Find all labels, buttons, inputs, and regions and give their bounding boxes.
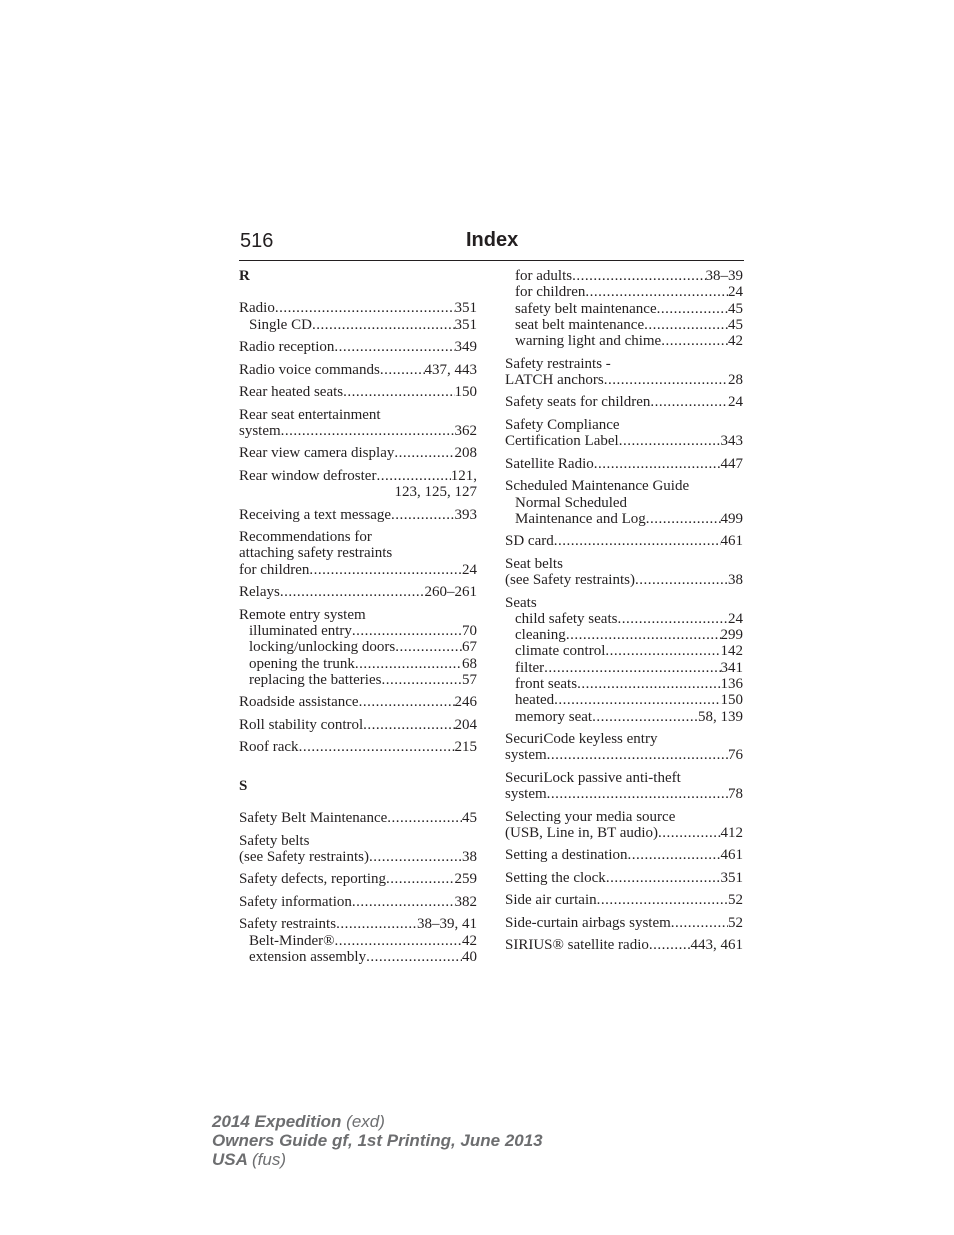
entry-term: Rear heated seats bbox=[239, 384, 344, 401]
entry-page: 38 bbox=[462, 848, 477, 865]
subentry-term: opening the trunk bbox=[249, 655, 355, 672]
footer-market: USA bbox=[212, 1150, 248, 1169]
index-entry-seat-belts bbox=[505, 556, 743, 589]
entry-term: Safety seats for children bbox=[505, 394, 651, 411]
entry-term: Seats bbox=[505, 594, 537, 611]
subentry-page: 45 bbox=[728, 316, 743, 333]
entry-page: 45 bbox=[462, 810, 477, 827]
index-entry-radio-reception bbox=[239, 339, 477, 355]
entry-term: Setting the clock bbox=[505, 869, 606, 886]
subentry-page: 24 bbox=[728, 284, 743, 301]
index-entry-safety-belt-maintenance bbox=[239, 810, 477, 826]
entry-term-cont: system bbox=[505, 786, 547, 803]
entry-term: Rear window defroster bbox=[239, 467, 377, 484]
index-entry-radio-voice-commands bbox=[239, 362, 477, 378]
entry-term: SD card bbox=[505, 533, 554, 550]
entry-term: SecuriCode keyless entry bbox=[505, 731, 658, 748]
subentry-term: heated bbox=[515, 692, 555, 709]
index-entry-rear-view-camera bbox=[239, 445, 477, 461]
entry-page: 443, 461 bbox=[690, 937, 743, 954]
entry-term: Selecting your media source bbox=[505, 808, 676, 825]
entry-page: 76 bbox=[728, 747, 743, 764]
index-entry-rear-window-defroster bbox=[239, 468, 477, 501]
entry-term: Safety restraints bbox=[239, 916, 337, 933]
entry-term: Remote entry system bbox=[239, 606, 366, 623]
index-column-right bbox=[505, 268, 743, 960]
section-letter-r: R bbox=[239, 268, 250, 284]
entry-page: 150 bbox=[454, 384, 477, 401]
index-entry-securilock bbox=[505, 770, 743, 803]
subentry-term: climate control bbox=[515, 643, 606, 660]
entry-term: Safety information bbox=[239, 893, 352, 910]
subentry-page: 42 bbox=[728, 333, 743, 350]
entry-term-cont: for children bbox=[239, 561, 310, 578]
entry-page: 260–261 bbox=[424, 584, 477, 601]
index-entry-latch-anchors bbox=[505, 356, 743, 389]
entry-page: 349 bbox=[454, 339, 477, 356]
entry-page: 461 bbox=[720, 533, 743, 550]
entry-term: Side air curtain bbox=[505, 892, 597, 909]
index-entry-roof-rack bbox=[239, 739, 477, 755]
index-entry-satellite-radio bbox=[505, 456, 743, 472]
subentry-page: 67 bbox=[462, 639, 477, 656]
entry-term: Safety restraints - bbox=[505, 355, 611, 372]
index-entry-rear-heated-seats bbox=[239, 384, 477, 400]
subentry-term: replacing the batteries bbox=[249, 671, 382, 688]
subentry-term: safety belt maintenance bbox=[515, 300, 657, 317]
subentry-page: 499 bbox=[720, 510, 743, 527]
footer-market-code: (fus) bbox=[252, 1150, 286, 1169]
index-entry-safety-defects bbox=[239, 871, 477, 887]
entry-page: 52 bbox=[728, 914, 743, 931]
index-entry-securicode bbox=[505, 731, 743, 764]
entry-term-cont: system bbox=[505, 747, 547, 764]
entry-page: 343 bbox=[720, 433, 743, 450]
subentry-page: 45 bbox=[728, 300, 743, 317]
entry-page: 382 bbox=[454, 893, 477, 910]
subentry-term: for adults bbox=[515, 268, 573, 284]
subentry-page: 38–39 bbox=[705, 268, 743, 284]
subentry-term: illuminated entry bbox=[249, 622, 352, 639]
index-entry-roll-stability bbox=[239, 717, 477, 733]
entry-page: 362 bbox=[454, 422, 477, 439]
index-entry-safety-compliance bbox=[505, 417, 743, 450]
entry-page: 447 bbox=[720, 455, 743, 472]
index-entry-roadside bbox=[239, 694, 477, 710]
index-entry-remote-entry bbox=[239, 607, 477, 688]
entry-page: 121, bbox=[450, 467, 477, 484]
subentry-term: warning light and chime bbox=[515, 333, 662, 350]
index-entry-radio bbox=[239, 300, 477, 333]
entry-term: Recommendations for bbox=[239, 529, 372, 546]
entry-term: Radio voice commands bbox=[239, 361, 380, 378]
index-entry-media-source bbox=[505, 809, 743, 842]
entry-page: 437, 443 bbox=[424, 361, 477, 378]
subentry-page: 42 bbox=[462, 932, 477, 949]
page-footer bbox=[212, 1112, 543, 1169]
entry-term: Safety Belt Maintenance bbox=[239, 810, 388, 827]
entry-term: Side-curtain airbags system bbox=[505, 914, 671, 931]
entry-term: Radio bbox=[239, 300, 275, 317]
entry-term: SecuriLock passive anti-theft bbox=[505, 769, 681, 786]
subentry-page: 57 bbox=[462, 671, 477, 688]
subentry-page: 40 bbox=[462, 948, 477, 965]
entry-term: Radio reception bbox=[239, 339, 335, 356]
entry-page: 78 bbox=[728, 786, 743, 803]
entry-page: 461 bbox=[720, 847, 743, 864]
entry-page: 246 bbox=[454, 694, 477, 711]
subentry-term: seat belt maintenance bbox=[515, 316, 645, 333]
entry-term-cont: (USB, Line in, BT audio) bbox=[505, 824, 659, 841]
entry-page: 24 bbox=[728, 394, 743, 411]
entry-term: Setting a destination bbox=[505, 847, 628, 864]
entry-term-cont: Certification Label bbox=[505, 433, 619, 450]
entry-page: 412 bbox=[720, 824, 743, 841]
subentry-page: 142 bbox=[720, 643, 743, 660]
entry-page: 38 bbox=[728, 572, 743, 589]
page-number: 516 bbox=[240, 230, 274, 252]
entry-term: Relays bbox=[239, 584, 280, 601]
index-entry-safety-seats-children bbox=[505, 394, 743, 410]
index-entry-rear-seat-entertainment bbox=[239, 407, 477, 440]
subentry-term: Normal Scheduled bbox=[515, 494, 628, 511]
footer-model-code: (exd) bbox=[346, 1112, 385, 1131]
entry-page: 208 bbox=[454, 445, 477, 462]
entry-term: Rear view camera display bbox=[239, 445, 395, 462]
subentry-page: 299 bbox=[720, 627, 743, 644]
entry-term-cont: (see Safety restraints) bbox=[239, 848, 369, 865]
subentry-page: 136 bbox=[720, 676, 743, 693]
entry-term-cont: attaching safety restraints bbox=[239, 545, 393, 562]
subentry-page: 68 bbox=[462, 655, 477, 672]
entry-term-cont: (see Safety restraints) bbox=[505, 572, 635, 589]
entry-page-cont: 123, 125, 127 bbox=[394, 484, 477, 501]
subentry-page: 341 bbox=[720, 659, 743, 676]
subentry-page: 70 bbox=[462, 622, 477, 639]
entry-term: Roadside assistance bbox=[239, 694, 359, 711]
footer-line-vehicle bbox=[212, 1112, 543, 1131]
index-entry-safety-information bbox=[239, 894, 477, 910]
index-entry-setting-clock bbox=[505, 870, 743, 886]
footer-line-guide: Owners Guide gf, 1st Printing, June 2013 bbox=[212, 1131, 543, 1150]
index-entry-safety-restraints-cont bbox=[505, 268, 743, 349]
index-entry-side-air-curtain bbox=[505, 892, 743, 908]
index-entry-safety-restraints bbox=[239, 916, 477, 965]
footer-line-market bbox=[212, 1150, 543, 1169]
entry-term: Receiving a text message bbox=[239, 506, 392, 523]
index-entry-relays bbox=[239, 584, 477, 600]
entry-page: 393 bbox=[454, 506, 477, 523]
subentry-term: front seats bbox=[515, 676, 578, 693]
index-entry-receiving-text bbox=[239, 507, 477, 523]
entry-term-cont: system bbox=[239, 422, 281, 439]
subentry-term: memory seat bbox=[515, 708, 593, 725]
subentry-term-cont: Maintenance and Log bbox=[515, 510, 646, 527]
entry-page: 259 bbox=[454, 871, 477, 888]
footer-model: 2014 Expedition bbox=[212, 1112, 342, 1131]
index-entry-sirius bbox=[505, 937, 743, 953]
subentry-term: Single CD bbox=[249, 316, 312, 333]
subentry-page: 351 bbox=[454, 316, 477, 333]
entry-term: Scheduled Maintenance Guide bbox=[505, 478, 690, 495]
entry-page: 215 bbox=[454, 739, 477, 756]
index-entry-recommendations bbox=[239, 529, 477, 578]
index-entry-setting-destination bbox=[505, 847, 743, 863]
entry-page: 38–39, 41 bbox=[417, 916, 477, 933]
index-entry-side-curtain-airbags bbox=[505, 915, 743, 931]
subentry-term: Belt-Minder® bbox=[249, 932, 335, 949]
entry-term: Seat belts bbox=[505, 555, 563, 572]
index-entry-sd-card bbox=[505, 533, 743, 549]
subentry-term: for children bbox=[515, 284, 586, 301]
entry-page: 28 bbox=[728, 371, 743, 388]
subentry-page: 24 bbox=[728, 610, 743, 627]
entry-page: 204 bbox=[454, 716, 477, 733]
entry-term-cont: LATCH anchors bbox=[505, 371, 604, 388]
entry-page: 52 bbox=[728, 892, 743, 909]
page-header bbox=[239, 228, 744, 261]
subentry-page: 58, 139 bbox=[698, 708, 743, 725]
entry-page: 24 bbox=[462, 561, 477, 578]
section-letter-s: S bbox=[239, 777, 248, 794]
subentry-term: filter bbox=[515, 659, 545, 676]
entry-term: SIRIUS® satellite radio bbox=[505, 937, 649, 954]
index-entry-safety-belts bbox=[239, 833, 477, 866]
index-column-left bbox=[239, 268, 477, 971]
subentry-term: cleaning bbox=[515, 627, 566, 644]
entry-page: 351 bbox=[720, 869, 743, 886]
subentry-page: 150 bbox=[720, 692, 743, 709]
index-entry-scheduled-maintenance bbox=[505, 478, 743, 527]
entry-term: Roll stability control bbox=[239, 716, 364, 733]
entry-term: Safety belts bbox=[239, 832, 310, 849]
page-title: Index bbox=[466, 229, 519, 251]
index-entry-seats bbox=[505, 595, 743, 725]
subentry-term: child safety seats bbox=[515, 610, 618, 627]
entry-term: Safety defects, reporting bbox=[239, 871, 387, 888]
subentry-term: locking/unlocking doors bbox=[249, 639, 396, 656]
subentry-term: extension assembly bbox=[249, 948, 367, 965]
entry-term: Roof rack bbox=[239, 739, 299, 756]
entry-term: Safety Compliance bbox=[505, 416, 620, 433]
entry-page: 351 bbox=[454, 300, 477, 317]
entry-term: Satellite Radio bbox=[505, 455, 594, 472]
entry-term: Rear seat entertainment bbox=[239, 406, 381, 423]
